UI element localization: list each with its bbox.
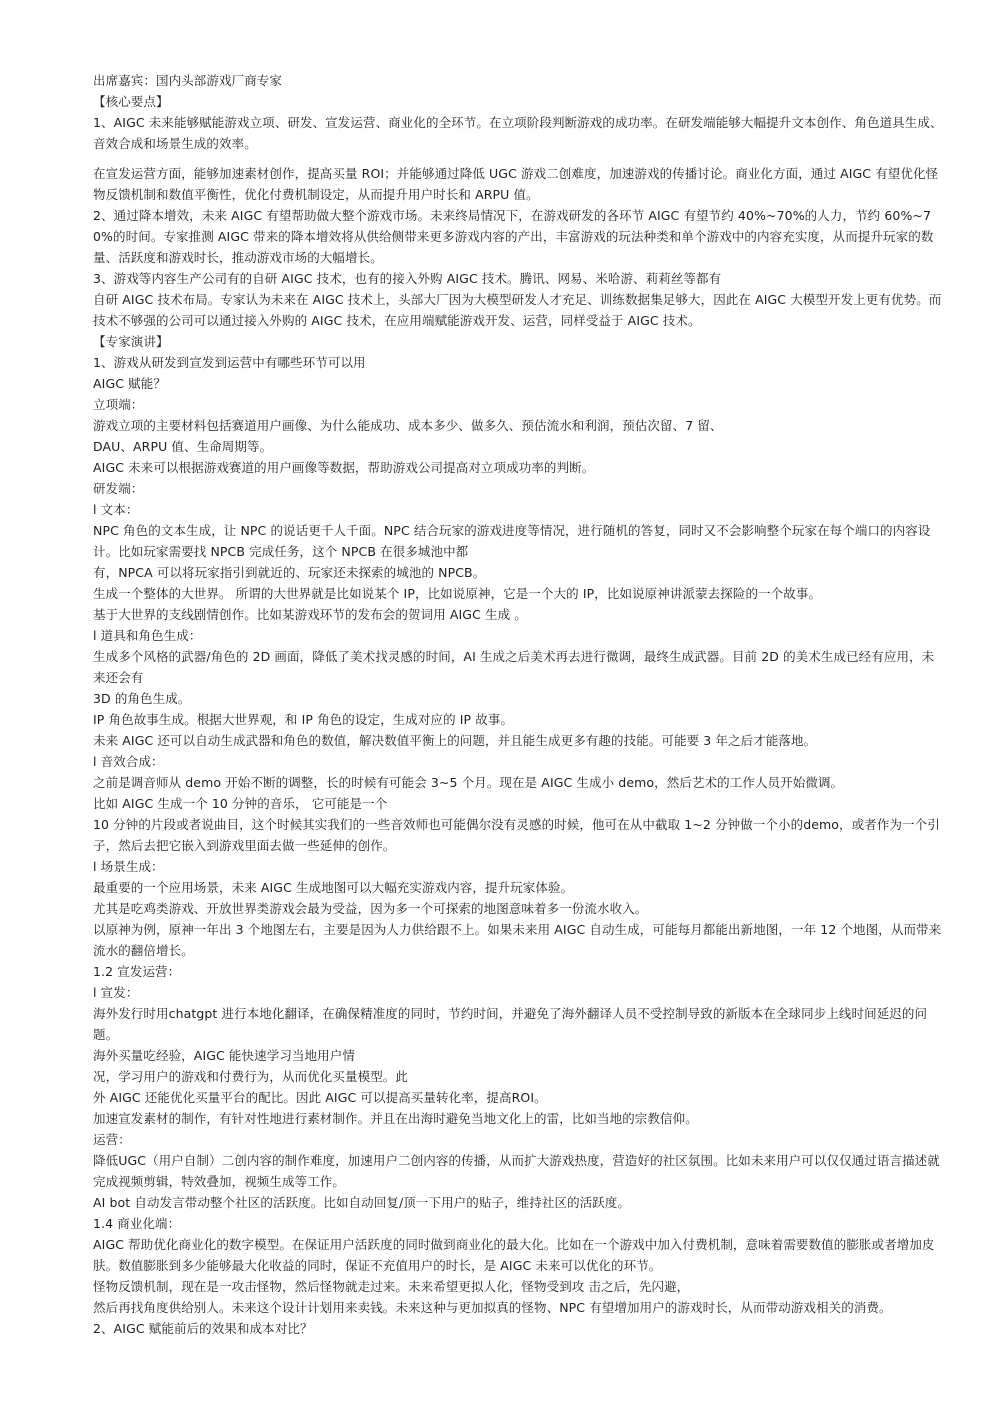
paragraph: DAU、ARPU 值、生命周期等。 [93,439,273,454]
paragraph: 海外买量吃经验，AIGC 能快速学习当地用户情 [93,1048,355,1063]
paragraph: 比如 AIGC 生成一个 10 分钟的音乐， 它可能是一个 [93,796,388,811]
bullet-sound: l 音效合成： [93,754,164,769]
document-page [93,70,943,1339]
paragraph: 游戏立项的主要材料包括赛道用户画像、为什么能成功、成本多少、做多久、预估流水和利润，预估次留、7 留、 [93,418,723,433]
subheading-rd-stage: 研发端： [93,481,144,496]
paragraph: 加速宣发素材的制作，有针对性地进行素材制作。并且在出海时避免当地文化上的雷，比如当地的宗教信仰。 [93,1111,698,1126]
section-heading-key-points: 【核心要点】 [93,94,169,109]
paragraph-gap [93,154,943,163]
paragraph: AIGC 帮助优化商业化的数字模型。在保证用户活跃度的同时做到商业化的最大化。比如在一个游戏中加入付费机制，意味着需要数值的膨胀或者增加皮肤。数值膨胀到多少能够最大化收益的同时，保证不充值用户的时长，是 AIGC 未来可以优化的环节。 [93,1237,935,1273]
paragraph: 在宣发运营方面，能够加速素材创作，提高买量 ROI；并能够通过降低 UGC 游戏二创难度，加速游戏的传播讨论。商业化方面，通过 AIGC 有望优化怪物反馈机制和数值平衡性，优化付费机制设定，从而提升用户时长和 ARPU 值。 [93,166,939,202]
paragraph: 以原神为例，原神一年出 3 个地图左右，主要是因为人力供给跟不上。如果未来用 AIGC 自动生成，可能每月都能出新地图，一年 12 个地图，从而带来流水的翻倍增长。 [93,922,942,958]
subheading-monetization: 1.4 商业化端： [93,1216,181,1231]
paragraph: 自研 AIGC 技术布局。专家认为未来在 AIGC 技术上，头部大厂因为大模型研发人才充足、训练数据集足够大，因此在 AIGC 大模型开发上更有优势。而技术不够强的公司可以通过接入外购的 AIGC 技术，在应用端赋能游戏开发、运营，同样受益于 AIGC 技术。 [93,292,942,328]
paragraph: 况，学习用户的游戏和付费行为，从而优化买量模型。此 [93,1069,409,1084]
bullet-props-characters: l 道具和角色生成： [93,628,202,643]
paragraph: AIGC 未来可以根据游戏赛道的用户画像等数据，帮助游戏公司提高对立项成功率的判断。 [93,460,595,475]
guest-line: 出席嘉宾：国内头部游戏厂商专家 [93,73,283,88]
question-heading-cont: AIGC 赋能？ [93,376,166,391]
bullet-scene: l 场景生成： [93,859,164,874]
paragraph: AI bot 自动发言带动整个社区的活跃度。比如自动回复/顶一下用户的贴子，维持社区的活跃度。 [93,1195,631,1210]
paragraph: 降低UGC（用户自制）二创内容的制作难度，加速用户二创内容的传播，从而扩大游戏热度，营造好的社区氛围。比如未来用户可以仅仅通过语言描述就完成视频剪辑，特效叠加，视频生成等工作。 [93,1153,940,1189]
bullet-text: l 文本： [93,502,139,517]
paragraph: 怪物反馈机制，现在是一攻击怪物，然后怪物就走过来。未来希望更拟人化，怪物受到攻 击之后，先闪避， [93,1279,690,1294]
paragraph: 3、游戏等内容生产公司有的自研 AIGC 技术，也有的接入外购 AIGC 技术。腾讯、网易、米哈游、莉莉丝等都有 [93,271,722,286]
paragraph: NPC 角色的文本生成，让 NPC 的说话更千人千面。NPC 结合玩家的游戏进度等情况，进行随机的答复，同时又不会影响整个玩家在每个端口的内容设计。比如玩家需要找 NPCB 完成任务，这个 NPCB 在很多城池中都 [93,523,931,559]
paragraph: 未来 AIGC 还可以自动生成武器和角色的数值，解决数值平衡上的问题，并且能生成更多有趣的技能。可能要 3 年之后才能落地。 [93,733,817,748]
subheading-project-stage: 立项端： [93,397,144,412]
paragraph: 有，NPCA 可以将玩家指引到就近的、玩家还未探索的城池的 NPCB。 [93,565,486,580]
paragraph: 1、AIGC 未来能够赋能游戏立项、研发、宣发运营、商业化的全环节。在立项阶段判断游戏的成功率。在研发端能够大幅提升文本创作、角色道具生成、音效合成和场景生成的效率。 [93,115,943,151]
question-heading: 2、AIGC 赋能前后的效果和成本对比？ [93,1321,313,1336]
question-heading: 1、游戏从研发到宣发到运营中有哪些环节可以用 [93,355,366,370]
paragraph: IP 角色故事生成。根据大世界观，和 IP 角色的设定，生成对应的 IP 故事。 [93,712,514,727]
paragraph: 基于大世界的支线剧情创作。比如某游戏环节的发布会的贺词用 AIGC 生成 。 [93,607,527,622]
paragraph: 外 AIGC 还能优化买量平台的配比。因此 AIGC 可以提高买量转化率，提高ROI。 [93,1090,547,1105]
subheading-operations: 运营： [93,1132,131,1147]
section-heading-expert-talk: 【专家演讲】 [93,334,169,349]
paragraph: 尤其是吃鸡类游戏、开放世界类游戏会最为受益，因为多一个可探索的地图意味着多一份流水收入。 [93,901,648,916]
paragraph: 海外发行时用chatgpt 进行本地化翻译，在确保精准度的同时，节约时间，并避免了海外翻译人员不受控制导致的新版本在全球同步上线时间延迟的问题。 [93,1006,928,1042]
paragraph: 最重要的一个应用场景，未来 AIGC 生成地图可以大幅充实游戏内容，提升玩家体验。 [93,880,574,895]
bullet-promotion: l 宣发： [93,985,139,1000]
subheading-marketing: 1.2 宣发运营： [93,964,181,979]
paragraph: 3D 的角色生成。 [93,691,191,706]
paragraph: 然后再找角度供给别人。未来这个设计计划用来卖钱。未来这种与更加拟真的怪物、NPC 有望增加用户的游戏时长，从而带动游戏相关的消费。 [93,1300,892,1315]
paragraph: 生成一个整体的大世界。 所谓的大世界就是比如说某个 IP，比如说原神，它是一个大的 IP，比如说原神讲派蒙去探险的一个故事。 [93,586,822,601]
paragraph: 生成多个风格的武器/角色的 2D 画面，降低了美术找灵感的时间，AI 生成之后美术再去进行微调，最终生成武器。目前 2D 的美术生成已经有应用，未来还会有 [93,649,935,685]
paragraph: 2、通过降本增效，未来 AIGC 有望帮助做大整个游戏市场。未来终局情况下，在游戏研发的各环节 AIGC 有望节约 40%~70%的人力，节约 60%~70%的时间。专家推测 AIGC 带来的降本增效将从供给侧带来更多游戏内容的产出，丰富游戏的玩法种类和单个游戏中的内容充实度，从而提升玩家的数量、活跃度和游戏时长，推动游戏市场的大幅增长。 [93,208,934,265]
paragraph: 10 分钟的片段或者说曲目，这个时候其实我们的一些音效师也可能偶尔没有灵感的时候，他可在从中截取 1~2 分钟做一个小的demo，或者作为一个引子，然后去把它嵌入到游戏里面去做一些延伸的创作。 [93,817,940,853]
paragraph: 之前是调音师从 demo 开始不断的调整，长的时候有可能会 3~5 个月。现在是 AIGC 生成小 demo，然后艺术的工作人员开始微调。 [93,775,844,790]
